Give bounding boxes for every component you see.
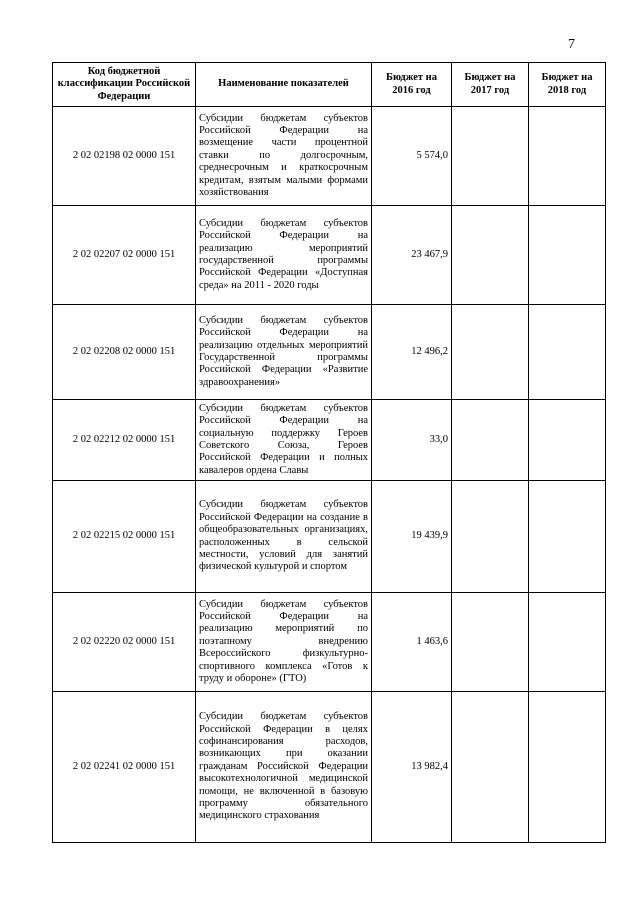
table-row bbox=[53, 593, 606, 692]
table-row bbox=[53, 481, 606, 593]
row-budget-2016: 23 467,9 bbox=[372, 206, 452, 305]
row-code: 2 02 02215 02 0000 151 bbox=[53, 481, 196, 593]
row-budget-2017 bbox=[452, 305, 529, 400]
row-budget-2017 bbox=[452, 400, 529, 481]
row-code: 2 02 02220 02 0000 151 bbox=[53, 593, 196, 692]
header-2016: Бюджет на 2016 год bbox=[372, 63, 452, 107]
row-budget-2017 bbox=[452, 593, 529, 692]
row-name: Субсидии бюджетам субъектов Российской Федерации на реализацию мероприятий государственной программы Российской Федерации «Доступная среда» на 2011 - 2020 годы bbox=[196, 206, 372, 305]
table-row bbox=[53, 206, 606, 305]
row-budget-2016: 13 982,4 bbox=[372, 692, 452, 843]
row-name: Субсидии бюджетам субъектов Российской Федерации на реализацию отдельных мероприятий Государственной программы Российской Федерации «Развитие здравоохранения» bbox=[196, 305, 372, 400]
table-row bbox=[53, 400, 606, 481]
header-name: Наименование показателей bbox=[196, 63, 372, 107]
header-2017: Бюджет на 2017 год bbox=[452, 63, 529, 107]
row-name: Субсидии бюджетам субъектов Российской Федерации в целях софинансирования расходов, возникающих при оказании гражданам Российской Федерации высокотехнологичной медицинской помощи, не включенной в базовую программу обязательного медицинского страхования bbox=[196, 692, 372, 843]
row-budget-2018 bbox=[529, 400, 606, 481]
row-name: Субсидии бюджетам субъектов Российской Федерации на реализацию мероприятий по поэтапному внедрению Всероссийского физкультурно-спортивного комплекса «Готов к труду и обороне» (ГТО) bbox=[196, 593, 372, 692]
row-budget-2017 bbox=[452, 206, 529, 305]
header-2018: Бюджет на 2018 год bbox=[529, 63, 606, 107]
table-row bbox=[53, 692, 606, 843]
row-budget-2016: 19 439,9 bbox=[372, 481, 452, 593]
row-code: 2 02 02207 02 0000 151 bbox=[53, 206, 196, 305]
row-budget-2017 bbox=[452, 481, 529, 593]
row-budget-2016: 12 496,2 bbox=[372, 305, 452, 400]
row-budget-2016: 33,0 bbox=[372, 400, 452, 481]
row-code: 2 02 02198 02 0000 151 bbox=[53, 107, 196, 206]
row-budget-2016: 5 574,0 bbox=[372, 107, 452, 206]
row-name: Субсидии бюджетам субъектов Российской Федерации на создание в общеобразовательных организациях, расположенных в сельской местности, условий для занятий физической культурой и спортом bbox=[196, 481, 372, 593]
row-budget-2017 bbox=[452, 107, 529, 206]
row-code: 2 02 02208 02 0000 151 bbox=[53, 305, 196, 400]
row-budget-2017 bbox=[452, 692, 529, 843]
row-name: Субсидии бюджетам субъектов Российской Федерации на социальную поддержку Героев Советского Союза, Героев Российской Федерации и полных кавалеров ордена Славы bbox=[196, 400, 372, 481]
row-budget-2016: 1 463,6 bbox=[372, 593, 452, 692]
page-number: 7 bbox=[568, 37, 575, 52]
row-budget-2018 bbox=[529, 481, 606, 593]
row-budget-2018 bbox=[529, 206, 606, 305]
row-budget-2018 bbox=[529, 107, 606, 206]
budget-table bbox=[52, 62, 606, 843]
table-header-row bbox=[53, 63, 606, 107]
row-budget-2018 bbox=[529, 593, 606, 692]
row-code: 2 02 02212 02 0000 151 bbox=[53, 400, 196, 481]
row-code: 2 02 02241 02 0000 151 bbox=[53, 692, 196, 843]
row-budget-2018 bbox=[529, 692, 606, 843]
table-row bbox=[53, 305, 606, 400]
row-name: Субсидии бюджетам субъектов Российской Федерации на возмещение части процентной ставки по долгосрочным, среднесрочным и краткосрочным кредитам, взятым малыми формами хозяйствования bbox=[196, 107, 372, 206]
header-code: Код бюджетной классификации Российской Федерации bbox=[53, 63, 196, 107]
table-row bbox=[53, 107, 606, 206]
row-budget-2018 bbox=[529, 305, 606, 400]
